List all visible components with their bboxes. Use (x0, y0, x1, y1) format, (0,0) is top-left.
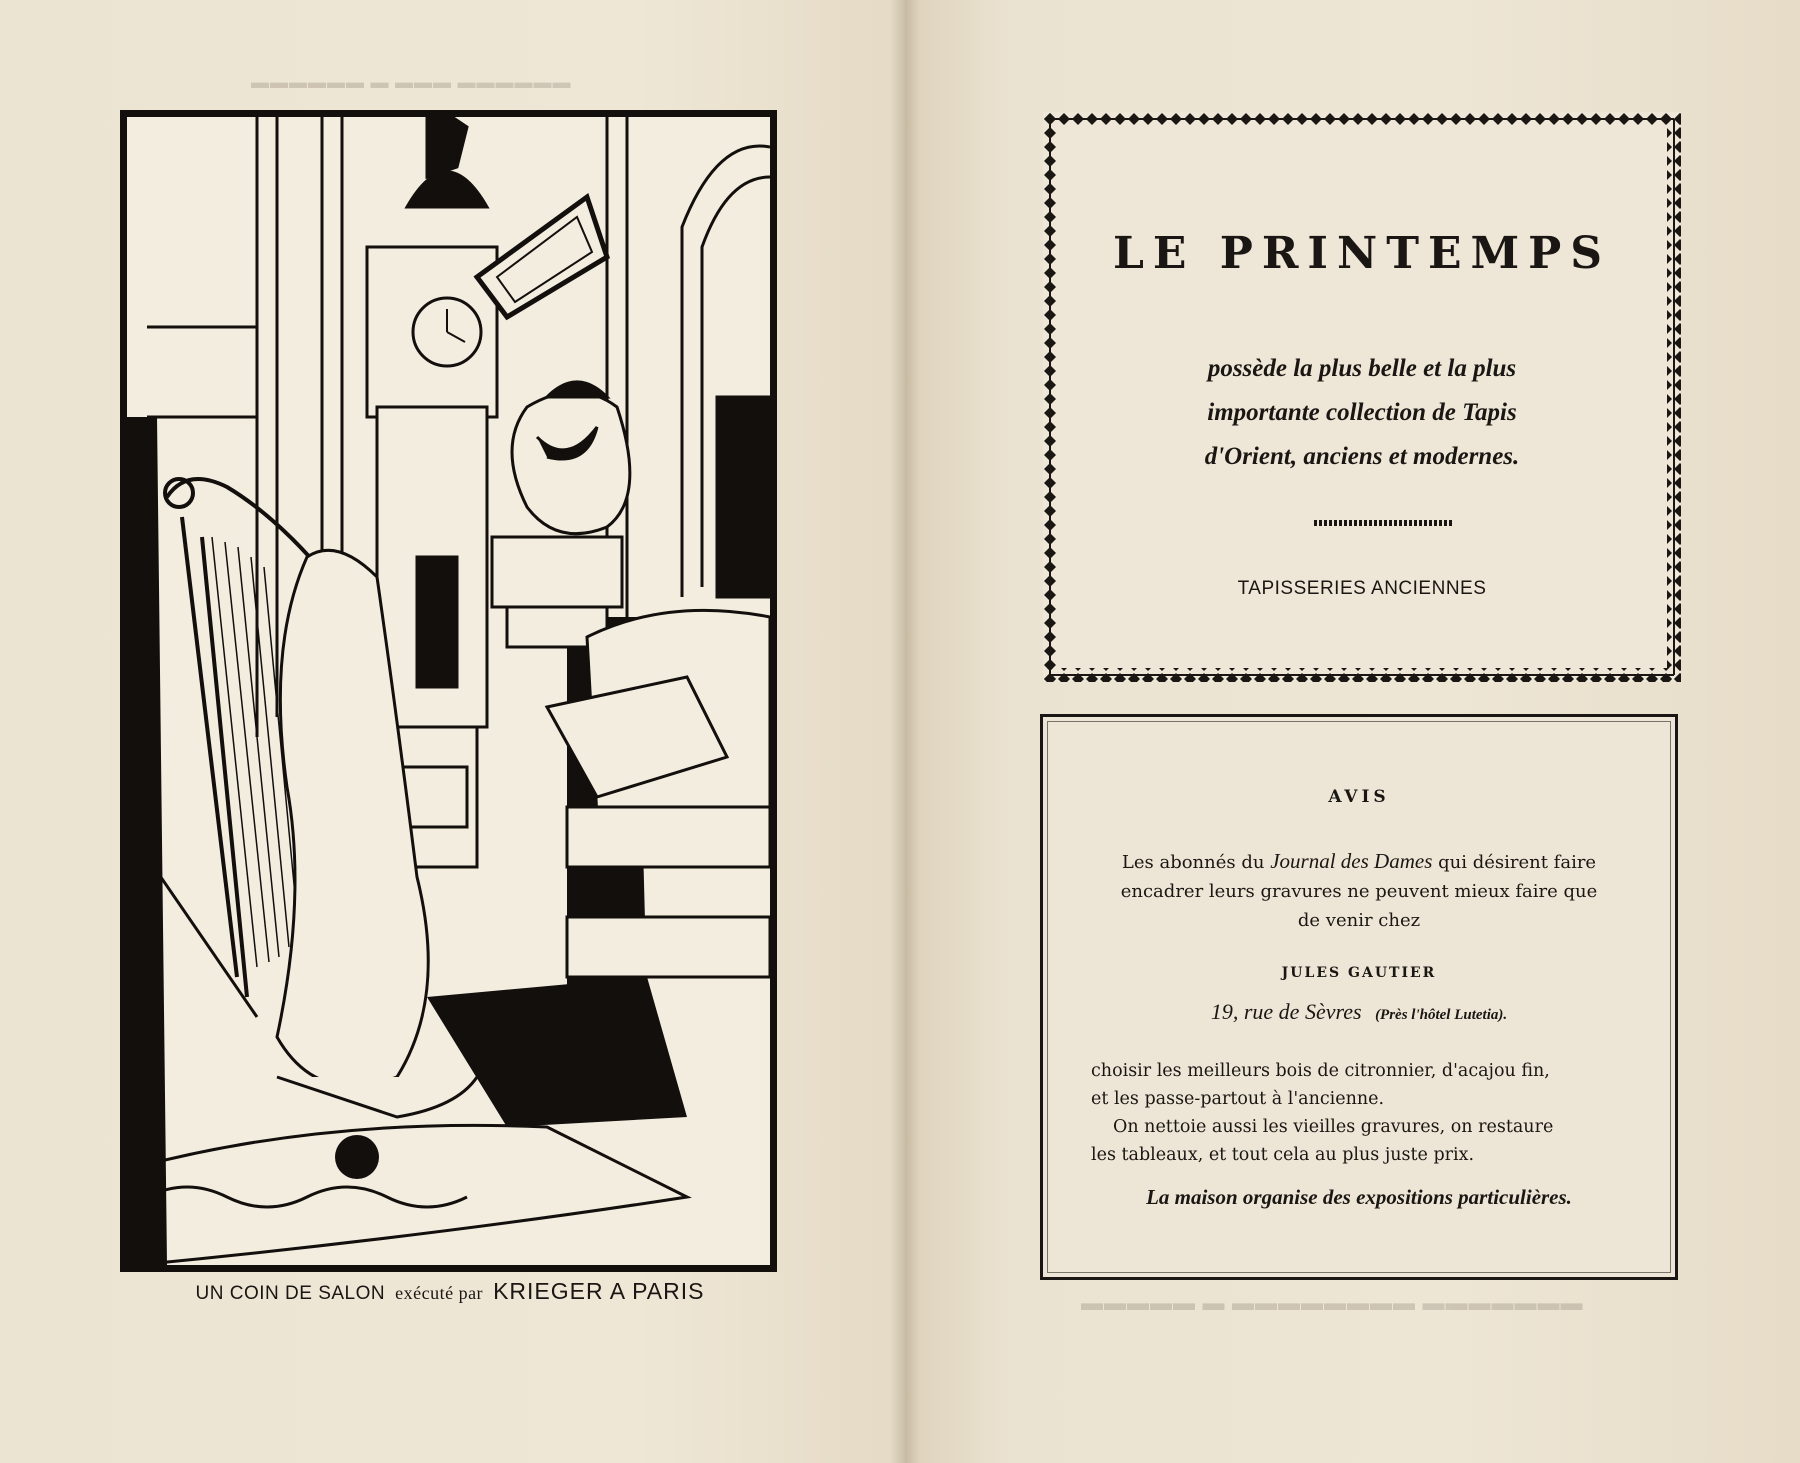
avis-title: AVIS (1328, 787, 1390, 807)
address-street: 19, rue de Sèvres (1210, 999, 1362, 1024)
printemps-line: d'Orient, anciens et modernes. (1204, 443, 1520, 470)
avis-notice (1040, 714, 1678, 1280)
avis-intro-a: Les abonnés du (1121, 852, 1265, 873)
avis-intro-line (1083, 847, 1635, 877)
avis-body-line: On nettoie aussi les vieilles gravures, on restaure (1113, 1117, 1554, 1137)
salon-illustration (120, 110, 777, 1272)
caption-connector: exécuté par (395, 1283, 484, 1303)
printemps-title: LE PRINTEMPS (1112, 228, 1612, 279)
avis-intro (1083, 847, 1635, 935)
decorative-rule (1314, 520, 1454, 526)
avis-body-line: les tableaux, et tout cela au plus juste prix. (1091, 1145, 1475, 1165)
avis-intro-b: qui désirent faire (1438, 852, 1597, 873)
illustration-caption (120, 1278, 780, 1305)
caption-maker: KRIEGER A PARIS (493, 1278, 705, 1304)
avis-footer: La maison organise des expositions particulières. (1146, 1185, 1572, 1209)
book-gutter (890, 0, 920, 1463)
printemps-description (1056, 347, 1668, 479)
avis-body-line: choisir les meilleurs bois de citronnier, d'acajou fin, (1091, 1061, 1550, 1081)
printemps-line: importante collection de Tapis (1207, 399, 1517, 426)
framer-name: JULES GAUTIER (1281, 965, 1437, 981)
framer-address (1043, 999, 1675, 1025)
avis-body (1091, 1057, 1631, 1169)
address-note: (Près l'hôtel Lutetia). (1375, 1007, 1508, 1023)
salon-drawing (127, 117, 770, 1265)
caption-title: UN COIN DE SALON (195, 1283, 386, 1304)
printemps-subtitle: TAPISSERIES ANCIENNES (1237, 578, 1487, 599)
printemps-advertisement (1043, 112, 1681, 682)
avis-body-line: et les passe-partout à l'ancienne. (1091, 1089, 1385, 1109)
journal-title: Journal des Dames (1270, 849, 1433, 873)
avis-intro-line: encadrer leurs gravures ne peuvent mieux faire que (1120, 881, 1598, 902)
printemps-line: possède la plus belle et la plus (1207, 355, 1517, 382)
show-through-mark: ▬▬▬▬▬▬ ▬▬▬ ▬ ▬▬▬▬▬▬ (250, 72, 571, 92)
show-through-mark: ▬▬▬▬▬▬▬ ▬▬▬▬▬▬▬▬ ▬ ▬▬▬▬▬ (1080, 1290, 1583, 1315)
avis-intro-line: de venir chez (1297, 910, 1421, 931)
